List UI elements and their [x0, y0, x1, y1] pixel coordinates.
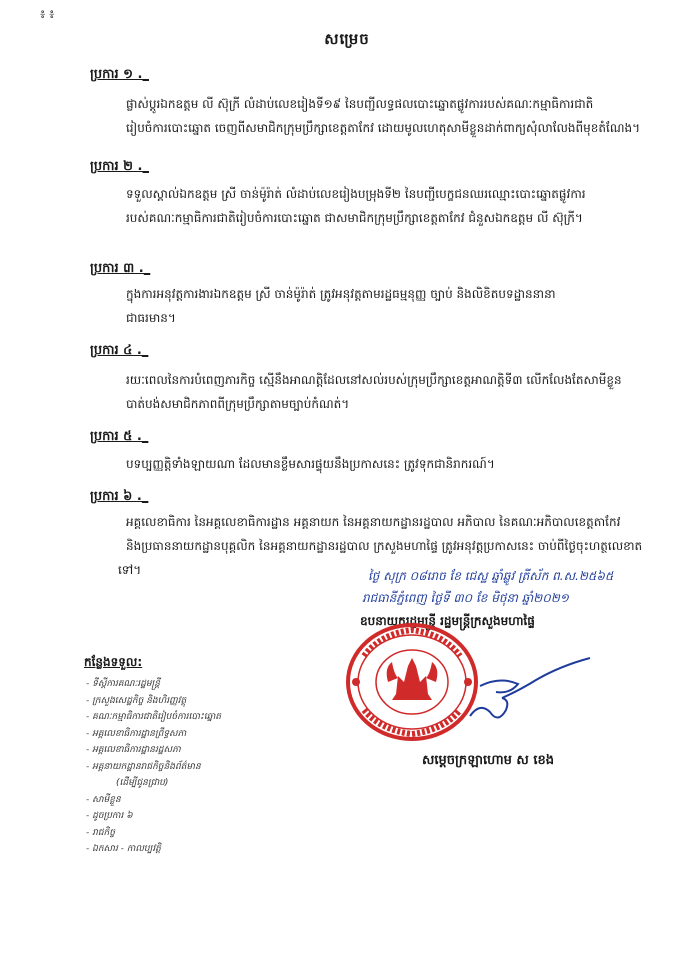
article-5-label: ប្រការ ៥ ._ [90, 429, 149, 444]
header-marks: ៖ ៖ [40, 7, 55, 21]
recipient-item: - ឯកសារ - កាលប្បវត្តិ [86, 841, 221, 858]
article-2-line-2: របស់គណៈកម្មាធិការជាតិរៀបចំការបោះឆ្នោត ជាសមាជិកក្រុមប្រឹក្សាខេត្តតាកែវ ជំនួសឯកឧត្តម លី ស៊ុក្រី។ [126, 211, 583, 225]
recipients-list [86, 676, 221, 858]
recipients-heading: កន្លែងទទួល: [84, 655, 143, 669]
lunar-date [368, 568, 613, 586]
recipient-item: - ក្រសួងសេដ្ឋកិច្ច និងហិរញ្ញវត្ថុ [86, 693, 221, 710]
recipient-item: - ដូចប្រការ ៦ [86, 808, 221, 825]
article-4-line-1: រយៈពេលនៃការបំពេញភារកិច្ច ស្មើនឹងអាណត្តិដែលនៅសល់របស់ក្រុមប្រឹក្សាខេត្តអាណត្តិទី៣ លើកលែងតែសាមីខ្លួន [126, 373, 622, 387]
article-6-line-1: អគ្គលេខាធិការ នៃអគ្គលេខាធិការដ្ឋាន អគ្គនាយក នៃអគ្គនាយកដ្ឋានរដ្ឋបាល អភិបាល នៃគណៈអភិបាលខេត្តតាកែវ [126, 515, 621, 529]
article-3-label: ប្រការ ៣ ._ [90, 261, 151, 276]
signer-name: សម្ដេចក្រឡាហោម ស ខេង [422, 753, 554, 768]
lunar-date-text: ថ្ងៃ សុក្រ ០៨រោច ខែ ជេស្ឋ ឆ្នាំឆ្លូវ ត្រីស័ក ព.ស.២៥៦៥ [368, 569, 614, 583]
article-6-label: ប្រការ ៦ ._ [90, 489, 149, 504]
handwritten-signature-icon [440, 650, 610, 730]
article-5-line-1: បទប្បញ្ញត្តិទាំងឡាយណា ដែលមានខ្លឹមសារផ្ទុយនឹងប្រកាសនេះ ត្រូវទុកជានិរាករណ៍។ [126, 457, 495, 471]
recipient-item: - រាជកិច្ច [86, 825, 221, 842]
signatory-title: ឧបនាយករដ្ឋមន្ត្រី រដ្ឋមន្ត្រីក្រសួងមហាផ្ទៃ [360, 614, 535, 628]
article-2-text [118, 182, 653, 230]
article-1-line-1: ផ្លាស់ប្ដូរឯកឧត្តម លី ស៊ុក្រី លំដាប់លេខរៀងទី១៩ នៃបញ្ជីលទ្ធផលបោះឆ្នោតផ្លូវការរបស់គណៈកម្មាធិការជាតិ [126, 97, 594, 111]
recipient-item: - សាមីខ្លួន [86, 792, 221, 809]
article-3-line-1: ក្នុងការអនុវត្តការងារឯកឧត្តម ស្រី ចាន់ម៉ូរ៉ាត់ ត្រូវអនុវត្តតាមរដ្ឋធម្មនុញ្ញ ច្បាប់ និងលិខិតបទដ្ឋាននានា [126, 287, 556, 301]
article-5-text [118, 452, 653, 476]
article-3-text [118, 282, 653, 330]
recipient-note: (ដើម្បីជូនជ្រាប) [116, 778, 169, 788]
article-4-text [118, 368, 653, 416]
recipient-item: - ទីស្ដីការគណៈរដ្ឋមន្ត្រី [86, 676, 221, 693]
article-1-line-2: រៀបចំការបោះឆ្នោត ចេញពីសមាជិកក្រុមប្រឹក្សាខេត្តតាកែវ ដោយមូលហេតុសាមីខ្លួនដាក់ពាក្យសុំលាលែងពីមុខតំណែង។ [126, 121, 640, 135]
article-4-label: ប្រការ ៤ ._ [90, 343, 149, 358]
article-1-text [118, 92, 653, 140]
article-2-line-1: ទទួលស្គាល់ឯកឧត្តម ស្រី ចាន់ម៉ូរ៉ាត់ លំដាប់លេខរៀងបម្រុងទី២ នៃបញ្ជីបេក្ខជនឈរឈ្មោះបោះឆ្នោតផ្លូវការ [126, 187, 586, 201]
article-2-label: ប្រការ ២ ._ [90, 159, 149, 174]
solar-date-text: រាជធានីភ្នំពេញ ថ្ងៃទី ៣០ ខែ មិថុនា ឆ្នាំ២០២១ [362, 591, 569, 605]
recipient-item: - អគ្គនាយកដ្ឋានរាជកិច្ចនិងព័ត៌មាន [86, 759, 221, 776]
decree-title: សម្រេច [324, 30, 370, 48]
solar-date [362, 590, 569, 608]
recipient-item: - អគ្គលេខាធិការដ្ឋានព្រឹទ្ធសភា [86, 726, 221, 743]
recipient-item: - អគ្គលេខាធិការដ្ឋានរដ្ឋសភា [86, 742, 221, 759]
article-4-line-2: បាត់បង់សមាជិកភាពពីក្រុមប្រឹក្សាតាមច្បាប់កំណត់។ [126, 397, 350, 411]
recipient-item: - គណៈកម្មាធិការជាតិរៀបចំការបោះឆ្នោត [86, 709, 221, 726]
article-1-label: ប្រការ ១ ._ [90, 67, 149, 82]
article-3-line-2: ជាធរមាន។ [126, 311, 176, 325]
article-6-line-2: និងប្រធាននាយកដ្ឋានបុគ្គលិក នៃអគ្គនាយកដ្ឋានរដ្ឋបាល ក្រសួងមហាផ្ទៃ ត្រូវអនុវត្តប្រកាសនេះ ចាប់ពីថ្ងៃចុះហត្ថលេខាតទៅ។ [118, 539, 643, 577]
